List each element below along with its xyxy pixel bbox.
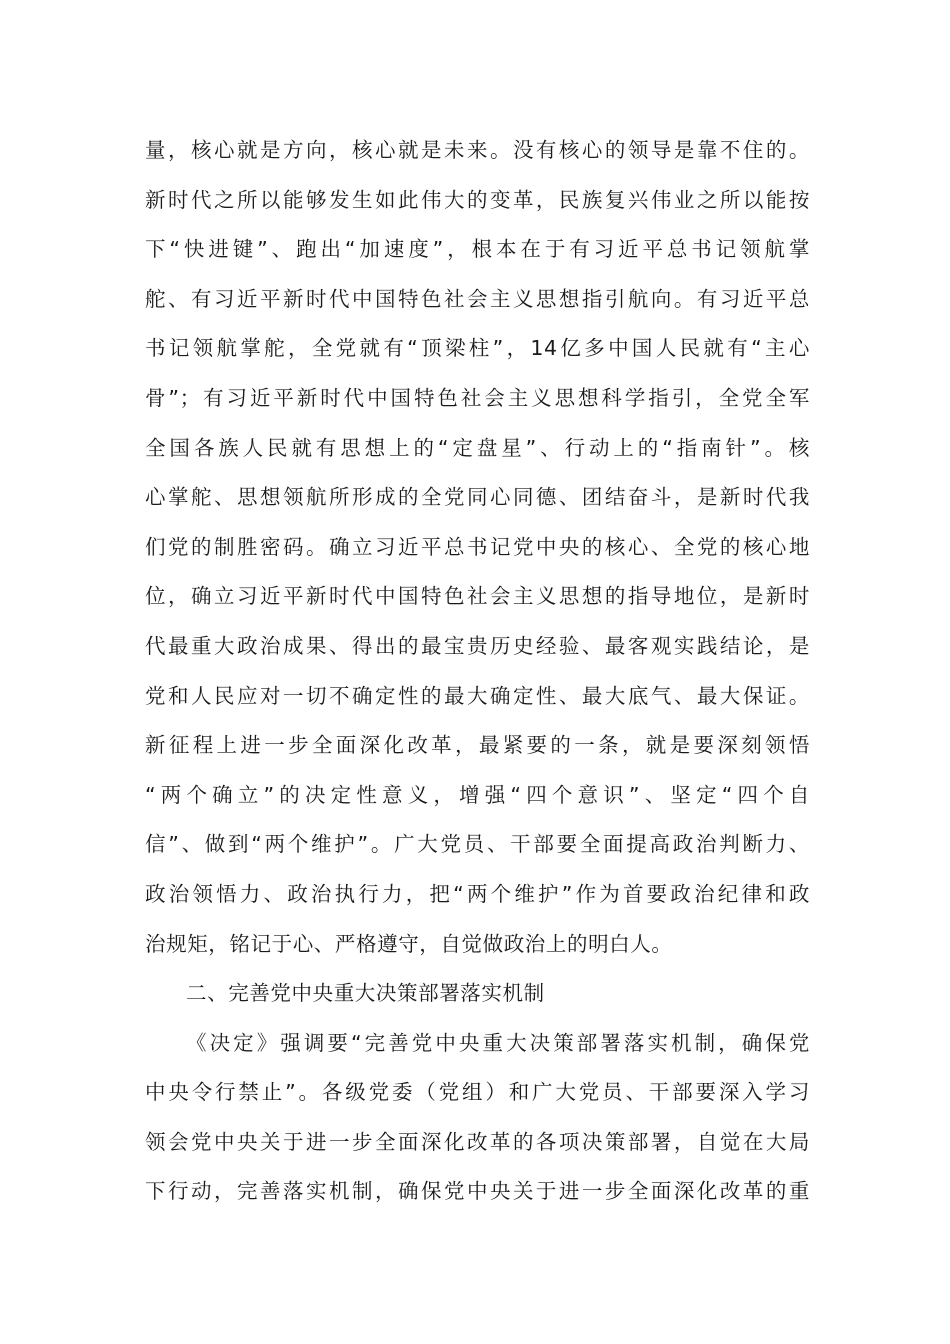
body-line: 代最重大政治成果、得出的最宝贵历史经验、最客观实践结论，是	[145, 633, 810, 658]
body-line: 政治领悟力、政治执行力，把“两个维护”作为首要政治纪律和政	[145, 881, 810, 906]
body-line: 党和人民应对一切不确定性的最大确定性、最大底气、最大保证。	[145, 683, 810, 708]
body-line: 心掌舵、思想领航所形成的全党同心同德、团结奋斗，是新时代我	[145, 485, 810, 510]
body-line: 信”、做到“两个维护”。广大党员、干部要全面提高政治判断力、	[145, 832, 810, 857]
body-line: 新征程上进一步全面深化改革，最紧要的一条，就是要深刻领悟	[145, 733, 810, 758]
body-line: 《决定》强调要“完善党中央重大决策部署落实机制，确保党	[186, 1030, 810, 1055]
body-line: 中央令行禁止”。各级党委（党组）和广大党员、干部要深入学习	[145, 1080, 810, 1105]
body-line: 舵、有习近平新时代中国特色社会主义思想指引航向。有习近平总	[145, 286, 810, 311]
body-line: 下行动，完善落实机制，确保党中央关于进一步全面深化改革的重	[145, 1179, 810, 1204]
body-line: 下“快进键”、跑出“加速度”，根本在于有习近平总书记领航掌	[145, 237, 810, 262]
body-line: 们党的制胜密码。确立习近平总书记党中央的核心、全党的核心地	[145, 534, 810, 559]
body-line: 量，核心就是方向，核心就是未来。没有核心的领导是靠不住的。	[145, 138, 810, 162]
body-line: 领会党中央关于进一步全面深化改革的各项决策部署，自觉在大局	[145, 1129, 810, 1154]
body-line: 位，确立习近平新时代中国特色社会主义思想的指导地位，是新时	[145, 584, 810, 609]
body-line: 骨”；有习近平新时代中国特色社会主义思想科学指引，全党全军	[145, 385, 810, 410]
section-heading: 二、完善党中央重大决策部署落实机制	[186, 981, 545, 1006]
document-body	[145, 126, 810, 1217]
body-line: 治规矩，铭记于心、严格遵守，自觉做政治上的明白人。	[145, 931, 673, 956]
body-line: 全国各族人民就有思想上的“定盘星”、行动上的“指南针”。核	[145, 435, 810, 460]
body-line: 新时代之所以能够发生如此伟大的变革，民族复兴伟业之所以能按	[145, 187, 810, 212]
body-line: 书记领航掌舵，全党就有“顶梁柱”，14亿多中国人民就有“主心	[145, 336, 810, 361]
body-line: “两个确立”的决定性意义，增强“四个意识”、坚定“四个自	[145, 782, 810, 807]
